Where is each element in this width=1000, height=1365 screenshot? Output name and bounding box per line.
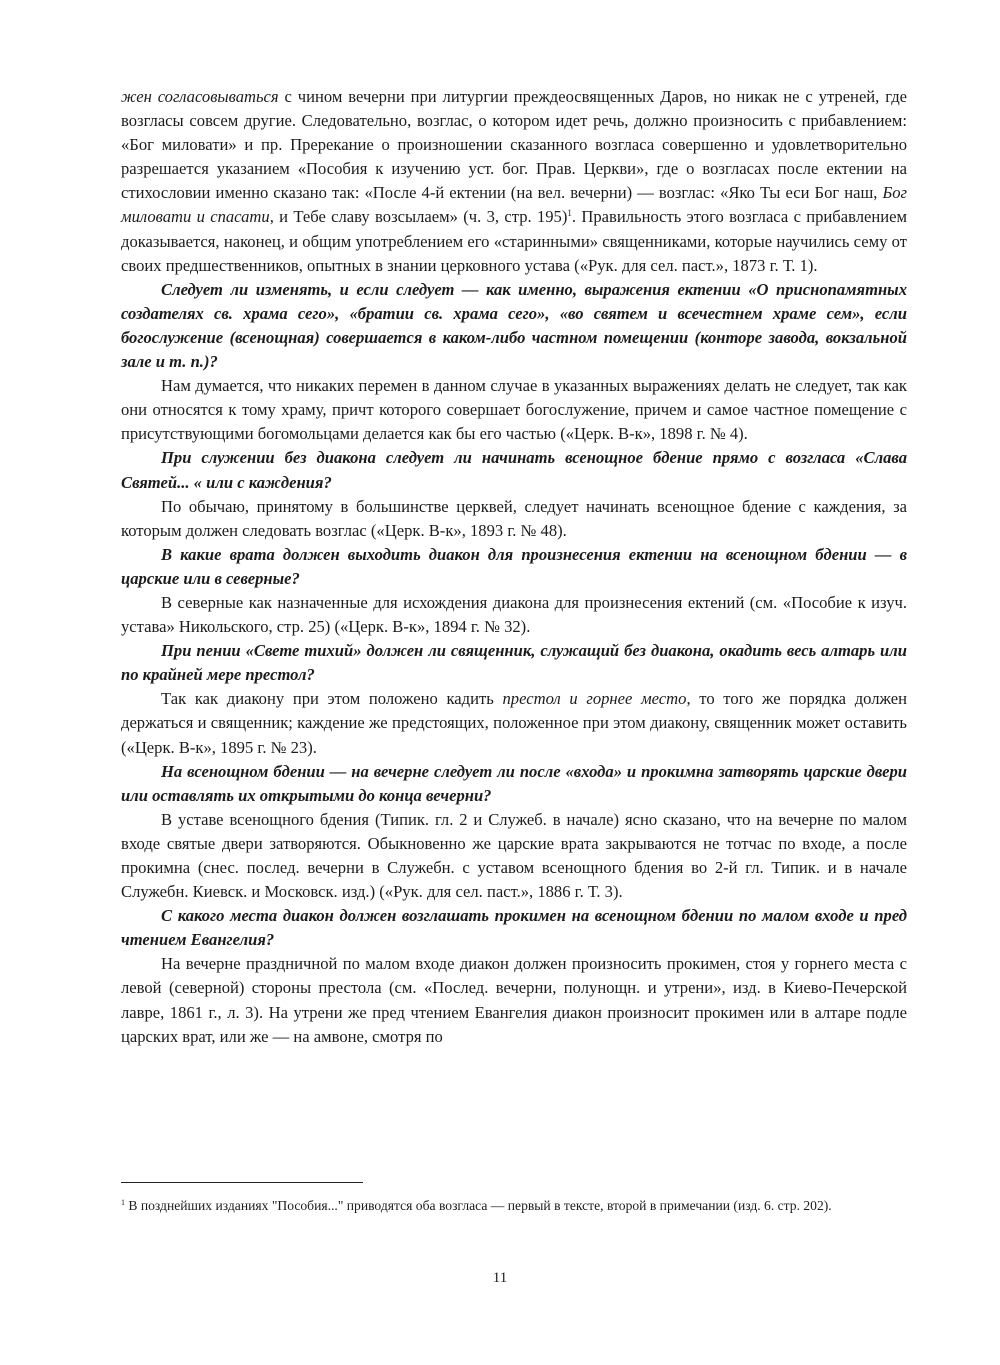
answer-2: По обычаю, принятому в большинстве церквей, следует начинать всенощное бдение с каждения, за которым должен следовать возглас («Церк. В-к», 1893 г. № 48). — [121, 496, 907, 540]
answer-4: Так как диакону при этом положено кадить престол и горнее место, то того же порядка должен держаться и священник; каждение же предстоящих, положенное при этом диакону, священник может оставить («Церк. В-к», 1895 г. № 23). — [121, 689, 907, 757]
answer-6: На вечерне праздничной по малом входе диакон должен произносить прокимен, стоя у горнего места с левой (северной) стороны престола (см. «Послед. вечерни, полунощн. и утрени», изд. в Киево-Печерской лавре, 1861 г., л. 3). На утрени же пред чтением Евангелия диакон произносит прокимен или в алтаре подле царских врат, или же — на амвоне, смотря по — [121, 954, 907, 1046]
footnote-text: В позднейших изданиях "Пособия..." приводятся оба возгласа — первый в тексте, второй в примечании (изд. 6. стр. 202). — [125, 1198, 832, 1213]
italic-phrase: престол и горнее место — [502, 689, 687, 709]
page-body — [121, 85, 907, 1049]
footnote — [121, 1195, 907, 1217]
question-3: В какие врата должен выходить диакон для произнесения ектении на всенощном бдении — в царские или в северные? — [121, 544, 907, 588]
italic-phrase: Бог миловати и спасати — [121, 183, 907, 227]
question-2: При служении без диакона следует ли начинать всенощное бдение прямо с возгласа «Слава Святей... « или с каждения? — [121, 448, 907, 492]
question-4: При пении «Свете тихий» должен ли священник, служащий без диакона, окадить весь алтарь или по крайней мере престол? — [121, 641, 907, 685]
answer-5: В уставе всенощного бдения (Типик. гл. 2 и Служеб. в начале) ясно сказано, что на вечерне по малом входе святые двери затворяются. Обыкновенно же царские врата закрываются не тотчас по входе, а после прокимна (снес. послед. вечерни в Служебн. с уставом всенощного бдения во 2-й гл. Типик. и в начале Служебн. Киевск. и Московск. изд.) («Рук. для сел. паст.», 1886 г. Т. 3). — [121, 809, 907, 902]
answer-3: В северные как назначенные для исхождения диакона для произнесения ектений (см. «Пособие к изуч. устава» Никольского, стр. 25) («Церк. В-к», 1894 г. № 32). — [121, 592, 907, 637]
footnote-reference[interactable]: 1 — [567, 208, 572, 219]
answer-1: Нам думается, что никаких перемен в данном случае в указанных выражениях делать не следует, так как они относятся к тому храму, причт которого совершает богослужение, причем и самое частное помещение с присутствующими богомольцами делается как бы его частью («Церк. В-к», 1898 г. № 4). — [121, 376, 907, 444]
question-1: Следует ли изменять, и если следует — как именно, выражения ектении «О приснопамятных создателях св. храма сего», «братии св. храма сего», «во святем и всечестнем храме сем», если богослужение (всенощная) совершается в каком-либо частном помещении (конторе завода, вокзальной зале и т. п.)? — [121, 279, 907, 372]
page-number: 11 — [492, 1270, 508, 1286]
italic-phrase: жен согласовываться — [121, 87, 279, 106]
footnote-divider — [121, 1182, 363, 1183]
paragraph-continuation: жен согласовываться с чином вечерни при литургии преждеосвященных Даров, но никак не с утреней, где возгласы совсем другие. Следовательно, возглас, о котором идет речь, должно произносить с прибавлением: «Бог миловати» и пр. Пререкание о произношении сказанного возгласа совершенно и удовлетворительно разрешается указанием «Пособия к изучению уст. бог. Прав. Церкви», где о возгласах после ектении на стихословии именно сказано так: «После 4-й ектении (на вел. вечерни) — возглас: «Яко Ты еси Бог наш, Бог миловати и спасати, и Тебе славу возсылаем» (ч. 3, стр. 195)$^1$. Правильность этого возгласа с прибавлением доказывается, наконец, и общим употреблением его «старинными» священниками, которые научились сему от своих предшественников, опытных в знании церковного устава («Рук. для сел. паст.», 1873 г. Т. 1). — [121, 87, 908, 275]
footnote-marker: 1 — [121, 1198, 125, 1207]
question-5: На всенощном бдении — на вечерне следует ли после «входа» и прокимна затворять царские двери или оставлять их открытыми до конца вечерни? — [121, 761, 907, 805]
question-6: С какого места диакон должен возглашать прокимен на всенощном бдении по малом входе и пред чтением Евангелия? — [121, 906, 907, 950]
